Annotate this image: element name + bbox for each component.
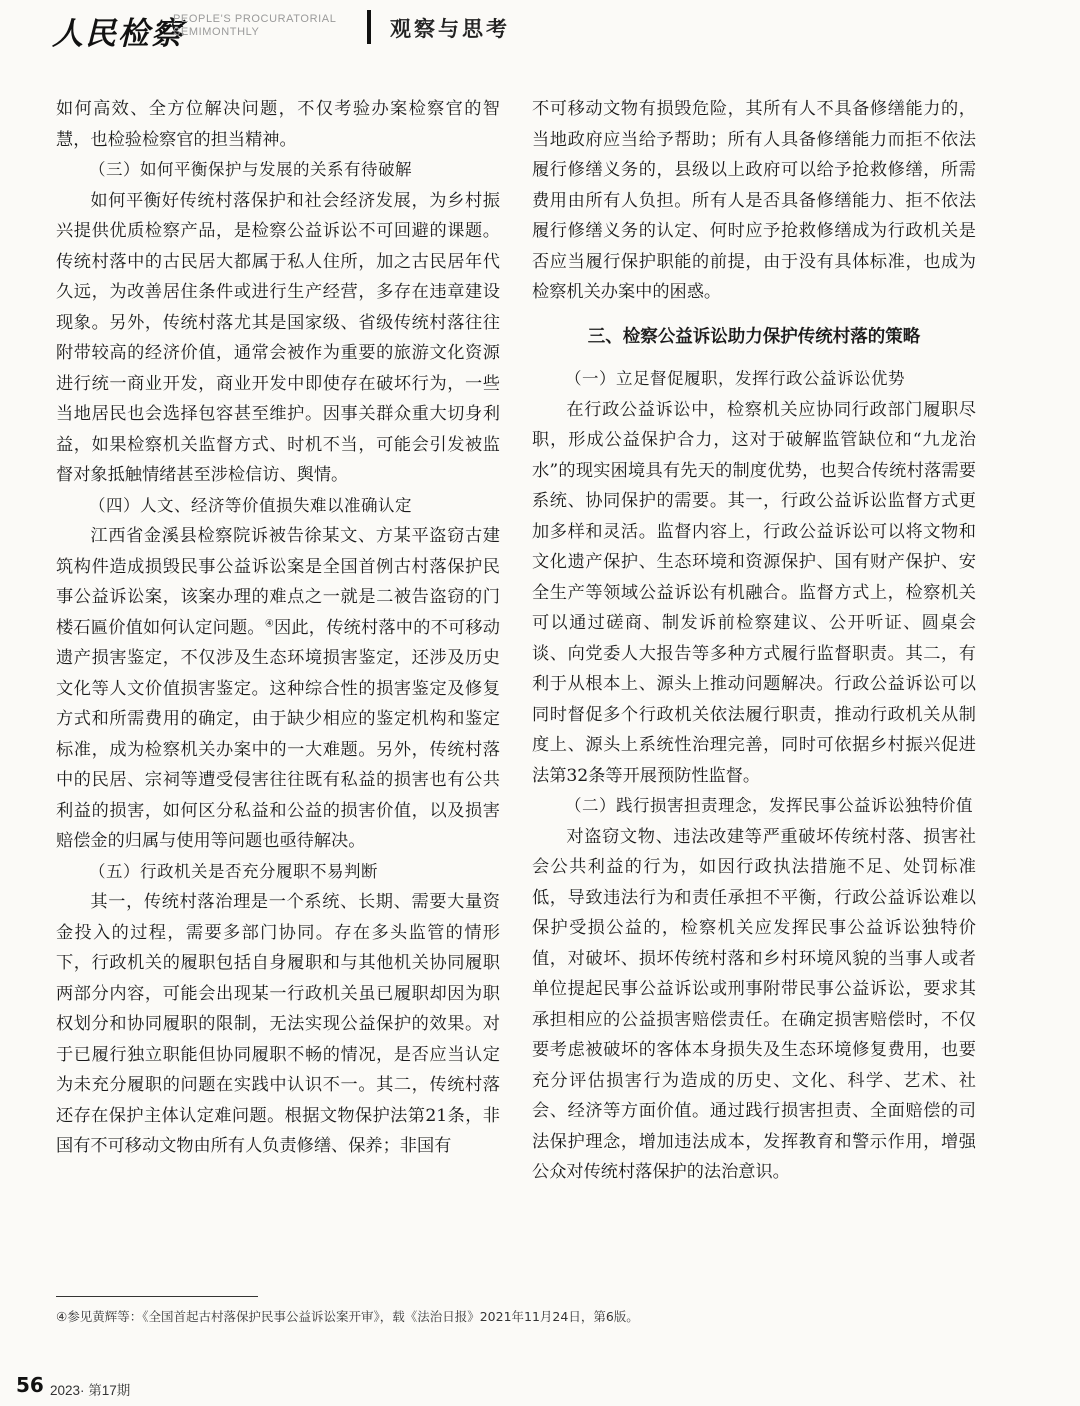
logo-en-line1: PEOPLE'S PROCURATORIAL [173, 13, 337, 25]
paragraph: 如何高效、全方位解决问题，不仅考验办案检察官的智慧，也检验检察官的担当精神。 [56, 99, 500, 150]
section-title: 观察与思考 [390, 17, 510, 41]
subheading: （四）人文、经济等价值损失难以准确认定 [89, 495, 412, 515]
page-number: 56 [16, 1373, 44, 1397]
logo-en-line2: SEMIMONTHLY [173, 26, 260, 38]
footnote-rule [56, 1296, 258, 1297]
left-column [56, 94, 500, 1162]
footnote: ④参见黄辉等：《全国首起古村落保护民事公益诉讼案开审》，载《法治日报》2021年11月24日，第6版。 [56, 1309, 639, 1324]
paragraph [56, 521, 500, 857]
footnote-ref[interactable]: ④ [264, 617, 274, 629]
subheading: （三）如何平衡保护与发展的关系有待破解 [89, 160, 412, 179]
section-heading: 三、检察公益诉讼助力保护传统村落的策略 [587, 326, 921, 347]
paragraph: 其一，传统村落治理是一个系统、长期、需要大量资金投入的过程，需要多部门协同。存在多头监管的情形下，行政机关的履职包括自身履职和与其他机关协同履职两部分内容，可能会出现某一行政机关虽已履职却因为职权划分和协同履职的限制，无法实现公益保护的效果。对于已履行独立职能但协同履职不畅的情况，是否应当认定为未充分履职的问题在实践中认识不一。其二，传统村落还存在保护主体认定难问题。根据文物保护法第21条，非国有不可移动文物由所有人负责修缮、保养；非国有 [56, 892, 500, 1156]
paragraph-text: 江西省金溪县检察院诉被告徐某文、方某平盗窃古建筑构件造成损毁民事公益诉讼案是全国首例古村落保护民事公益诉讼案，该案办理的难点之一就是二被告盗窃的门楼石匾价值如何认定问题。 [56, 526, 500, 638]
page-header [0, 0, 1080, 60]
paragraph: 不可移动文物有损毁危险，其所有人不具备修缮能力的，当地政府应当给予帮助；所有人具备修缮能力而拒不依法履行修缮义务的，县级以上政府可以给予抢救修缮，所需费用由所有人负担。所有人是否具备修缮能力、拒不依法履行修缮义务的认定、何时应予抢救修缮成为行政机关是否应当履行保护职能的前提，由于没有具体标准，也成为检察机关办案中的困惑。 [532, 99, 976, 302]
header-divider [367, 10, 371, 44]
subheading: （五）行政机关是否充分履职不易判断 [89, 861, 378, 881]
subheading: （二）践行损害担责理念，发挥民事公益诉讼独特价值 [565, 796, 973, 815]
issue-label: 2023· 第17期 [50, 1383, 131, 1398]
paragraph: 对盗窃文物、违法改建等严重破坏传统村落、损害社会公共利益的行为，如因行政执法措施不足、处罚标准低，导致违法行为和责任承担不平衡，行政公益诉讼难以保护受损公益的，检察机关应发挥民事公益诉讼独特价值，对破坏、损坏传统村落和乡村环境风貌的当事人或者单位提起民事公益诉讼或刑事附带民事公益诉讼，要求其承担相应的公益损害赔偿责任。在确定损害赔偿时，不仅要考虑被破坏的客体本身损失及生态环境修复费用，也要充分评估损害行为造成的历史、文化、科学、艺术、社会、经济等方面价值。通过践行损害担责、全面赔偿的司法保护理念，增加违法成本，发挥教育和警示作用，增强公众对传统村落保护的法治意识。 [532, 826, 976, 1182]
paragraph: 在行政公益诉讼中，检察机关应协同行政部门履职尽职，形成公益保护合力，这对于破解监管缺位和“九龙治水”的现实困境具有先天的制度优势，也契合传统村落需要系统、协同保护的需要。其一，行政公益诉讼监督方式更加多样和灵活。监督内容上，行政公益诉讼可以将文物和文化遗产保护、生态环境和资源保护、国有财产保护、安全生产等领域公益诉讼有机融合。监督方式上，检察机关可以通过磋商、制发诉前检察建议、公开听证、圆桌会谈、向党委人大报告等多种方式履行监督职责。其二，有利于从根本上、源头上推动问题解决。行政公益诉讼可以同时督促多个行政机关依法履行职责，推动行政机关从制度上、源头上系统性治理完善，同时可依据乡村振兴促进法第32条等开展预防性监督。 [532, 399, 976, 786]
paragraph-text: 因此，传统村落中的不可移动遗产损害鉴定，不仅涉及生态环境损害鉴定，还涉及历史文化等人文价值损害鉴定。这种综合性的损害鉴定及修复方式和所需费用的确定，由于缺少相应的鉴定机构和鉴定标准，成为检察机关办案中的一大难题。另外，传统村落中的民居、宗祠等遭受侵害往往既有私益的损害也有公共利益的损害，如何区分私益和公益的损害价值，以及损害赔偿金的归属与使用等问题也亟待解决。 [56, 617, 500, 851]
magazine-logo: 人民检察 [52, 16, 184, 52]
magazine-logo-english [173, 13, 343, 39]
paragraph: 如何平衡好传统村落保护和社会经济发展，为乡村振兴提供优质检察产品，是检察公益诉讼不可回避的课题。传统村落中的古民居大都属于私人住所，加之古民居年代久远，为改善居住条件或进行生产经营，多存在违章建设现象。另外，传统村落尤其是国家级、省级传统村落往往附带较高的经济价值，通常会被作为重要的旅游文化资源进行统一商业开发，商业开发中即使存在破坏行为，一些当地居民也会选择包容甚至维护。因事关群众重大切身利益，如果检察机关监督方式、时机不当，可能会引发被监督对象抵触情绪甚至涉检信访、舆情。 [56, 190, 500, 485]
subheading: （一）立足督促履职，发挥行政公益诉讼优势 [565, 369, 905, 388]
right-column [532, 94, 976, 1188]
